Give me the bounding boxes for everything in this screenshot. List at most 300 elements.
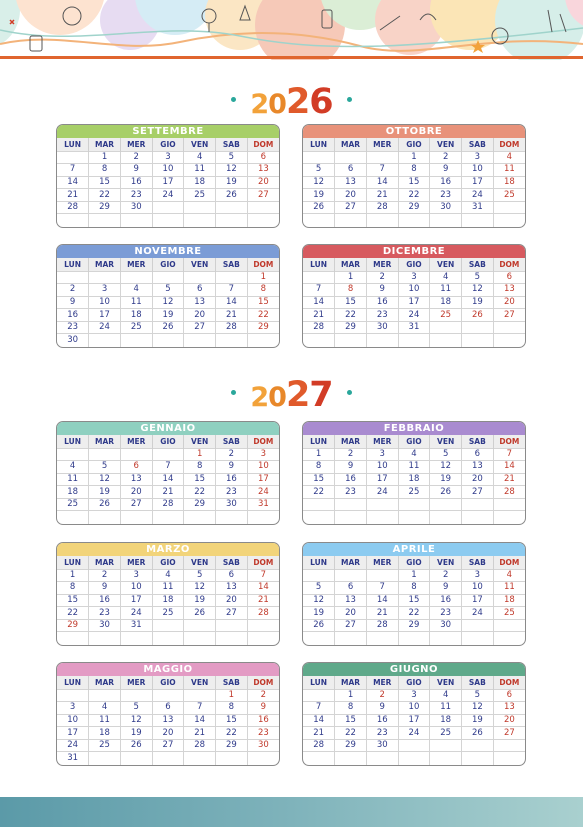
empty-cell <box>398 214 430 227</box>
weekday-header: MER <box>120 258 152 271</box>
day-cell: 6 <box>216 569 248 582</box>
day-cell: 18 <box>430 296 462 309</box>
day-cell: 22 <box>57 607 89 620</box>
weekday-header: LUN <box>57 676 89 689</box>
day-cell: 26 <box>89 498 121 511</box>
day-cell: 25 <box>493 607 525 620</box>
day-cell: 13 <box>120 473 152 486</box>
day-cell: 15 <box>89 176 121 189</box>
empty-cell <box>89 214 121 227</box>
weekday-header: SAB <box>216 556 248 569</box>
weekday-header: GIO <box>398 556 430 569</box>
weekday-header: DOM <box>493 138 525 151</box>
year-digit: 0 <box>268 89 286 120</box>
day-cell: 4 <box>120 284 152 297</box>
day-cell: 23 <box>216 486 248 499</box>
day-cell: 8 <box>89 164 121 177</box>
weekday-header: MER <box>120 556 152 569</box>
year-dot-left <box>231 97 236 102</box>
day-cell: 8 <box>216 702 248 715</box>
empty-cell <box>462 321 494 334</box>
day-cell: 29 <box>216 739 248 752</box>
day-cell: 14 <box>247 582 279 595</box>
day-cell: 14 <box>366 176 398 189</box>
day-cell: 9 <box>335 461 367 474</box>
weekday-header: MER <box>366 138 398 151</box>
day-cell: 9 <box>430 582 462 595</box>
day-cell: 24 <box>89 321 121 334</box>
day-cell: 4 <box>57 461 89 474</box>
day-cell: 18 <box>120 309 152 322</box>
weekday-header: DOM <box>247 435 279 448</box>
day-cell: 10 <box>398 284 430 297</box>
empty-cell <box>184 334 216 347</box>
empty-cell <box>120 448 152 461</box>
day-cell: 17 <box>366 473 398 486</box>
empty-cell <box>89 271 121 284</box>
weekday-header: MAR <box>335 138 367 151</box>
empty-cell <box>247 632 279 645</box>
day-cell: 21 <box>216 309 248 322</box>
month-title: MAGGIO <box>57 663 279 676</box>
day-cell: 27 <box>120 498 152 511</box>
empty-cell <box>303 498 335 511</box>
day-cell: 14 <box>216 296 248 309</box>
day-cell: 4 <box>152 569 184 582</box>
day-cell: 20 <box>462 473 494 486</box>
year-dot-left <box>231 390 236 395</box>
day-cell: 19 <box>152 309 184 322</box>
day-cell: 26 <box>303 201 335 214</box>
day-cell: 5 <box>462 271 494 284</box>
month-calendar-novembre <box>56 244 280 348</box>
empty-cell <box>462 334 494 347</box>
day-cell: 14 <box>303 714 335 727</box>
empty-cell <box>152 689 184 702</box>
empty-cell <box>57 151 89 164</box>
weekday-header: VEN <box>184 138 216 151</box>
weekday-header: VEN <box>430 138 462 151</box>
day-cell: 18 <box>152 594 184 607</box>
weekday-header: LUN <box>303 258 335 271</box>
empty-cell <box>303 632 335 645</box>
footer-band <box>0 797 583 827</box>
day-cell: 17 <box>152 176 184 189</box>
empty-cell <box>493 752 525 765</box>
empty-cell <box>57 689 89 702</box>
day-cell: 10 <box>89 296 121 309</box>
empty-cell <box>152 271 184 284</box>
month-title: SETTEMBRE <box>57 125 279 138</box>
day-cell: 2 <box>89 569 121 582</box>
day-cell: 20 <box>152 727 184 740</box>
day-cell: 5 <box>216 151 248 164</box>
weekday-header: SAB <box>462 258 494 271</box>
empty-cell <box>57 632 89 645</box>
day-cell: 3 <box>89 284 121 297</box>
day-cell: 11 <box>57 473 89 486</box>
week-row <box>57 702 279 715</box>
day-cell: 18 <box>430 714 462 727</box>
day-cell: 29 <box>247 321 279 334</box>
day-cell: 9 <box>216 461 248 474</box>
day-cell: 26 <box>462 727 494 740</box>
empty-cell <box>184 632 216 645</box>
day-cell: 24 <box>398 309 430 322</box>
empty-cell <box>398 752 430 765</box>
day-cell: 23 <box>120 189 152 202</box>
empty-cell <box>462 739 494 752</box>
weekday-header: MAR <box>335 258 367 271</box>
day-cell: 6 <box>493 689 525 702</box>
empty-cell <box>303 214 335 227</box>
day-cell: 10 <box>462 164 494 177</box>
day-cell: 5 <box>462 689 494 702</box>
empty-cell <box>57 511 89 524</box>
day-cell: 6 <box>462 448 494 461</box>
day-cell: 4 <box>398 448 430 461</box>
weekday-header: MAR <box>89 435 121 448</box>
weekday-header: VEN <box>184 258 216 271</box>
weekday-header: LUN <box>303 676 335 689</box>
empty-cell <box>303 511 335 524</box>
day-cell: 8 <box>398 582 430 595</box>
day-cell: 25 <box>152 607 184 620</box>
empty-cell <box>335 498 367 511</box>
day-cell: 27 <box>247 189 279 202</box>
day-cell: 26 <box>430 486 462 499</box>
day-cell: 11 <box>89 714 121 727</box>
day-cell: 6 <box>120 461 152 474</box>
day-cell: 11 <box>398 461 430 474</box>
empty-cell <box>493 201 525 214</box>
day-cell: 31 <box>398 321 430 334</box>
day-cell: 19 <box>184 594 216 607</box>
day-cell: 29 <box>398 619 430 632</box>
day-cell: 29 <box>398 201 430 214</box>
day-cell: 4 <box>493 151 525 164</box>
empty-cell <box>184 214 216 227</box>
empty-cell <box>152 334 184 347</box>
month-calendar-ottobre <box>302 124 526 228</box>
day-cell: 3 <box>398 271 430 284</box>
empty-cell <box>216 201 248 214</box>
day-cell: 22 <box>335 309 367 322</box>
day-cell: 5 <box>303 582 335 595</box>
day-cell: 26 <box>120 739 152 752</box>
day-cell: 6 <box>335 164 367 177</box>
month-table <box>57 676 279 765</box>
empty-cell <box>335 752 367 765</box>
day-cell: 3 <box>152 151 184 164</box>
weekday-header: GIO <box>398 258 430 271</box>
empty-cell <box>184 271 216 284</box>
day-cell: 25 <box>89 739 121 752</box>
day-cell: 28 <box>184 739 216 752</box>
day-cell: 16 <box>120 176 152 189</box>
week-row <box>57 164 279 177</box>
day-cell: 5 <box>430 448 462 461</box>
day-cell: 13 <box>335 176 367 189</box>
day-cell: 27 <box>216 607 248 620</box>
day-cell: 30 <box>430 619 462 632</box>
day-cell: 20 <box>335 607 367 620</box>
week-row <box>57 334 279 347</box>
empty-cell <box>493 632 525 645</box>
empty-cell <box>398 632 430 645</box>
weekday-header: MER <box>366 676 398 689</box>
empty-cell <box>247 619 279 632</box>
week-row <box>303 739 525 752</box>
empty-cell <box>152 752 184 765</box>
day-cell: 15 <box>184 473 216 486</box>
weekday-header: MAR <box>89 138 121 151</box>
empty-cell <box>430 321 462 334</box>
day-cell: 24 <box>120 607 152 620</box>
weekday-header: VEN <box>184 435 216 448</box>
day-cell: 22 <box>303 486 335 499</box>
month-table <box>303 556 525 645</box>
day-cell: 18 <box>493 594 525 607</box>
year-heading-2026 <box>0 82 583 122</box>
empty-cell <box>216 214 248 227</box>
week-row <box>303 702 525 715</box>
weekday-header: SAB <box>216 435 248 448</box>
empty-cell <box>493 321 525 334</box>
day-cell: 4 <box>493 569 525 582</box>
empty-cell <box>303 271 335 284</box>
empty-cell <box>430 739 462 752</box>
day-cell: 18 <box>398 473 430 486</box>
day-cell: 16 <box>247 714 279 727</box>
weekday-header: GIO <box>152 138 184 151</box>
day-cell: 4 <box>184 151 216 164</box>
day-cell: 1 <box>216 689 248 702</box>
week-row <box>57 739 279 752</box>
day-cell: 29 <box>184 498 216 511</box>
week-row <box>57 284 279 297</box>
day-cell: 23 <box>89 607 121 620</box>
day-cell: 6 <box>493 271 525 284</box>
day-cell: 12 <box>430 461 462 474</box>
day-cell: 2 <box>216 448 248 461</box>
day-cell: 28 <box>152 498 184 511</box>
day-cell: 24 <box>398 727 430 740</box>
day-cell: 1 <box>335 689 367 702</box>
day-cell: 15 <box>398 594 430 607</box>
weekday-header: LUN <box>57 556 89 569</box>
day-cell: 21 <box>303 727 335 740</box>
week-row <box>57 189 279 202</box>
week-row <box>303 632 525 645</box>
empty-cell <box>247 752 279 765</box>
empty-cell <box>247 511 279 524</box>
day-cell: 28 <box>303 321 335 334</box>
empty-cell <box>89 632 121 645</box>
week-row <box>57 582 279 595</box>
day-cell: 24 <box>247 486 279 499</box>
empty-cell <box>184 511 216 524</box>
day-cell: 22 <box>398 607 430 620</box>
day-cell: 15 <box>247 296 279 309</box>
empty-cell <box>89 752 121 765</box>
day-cell: 22 <box>335 727 367 740</box>
week-row <box>303 582 525 595</box>
day-cell: 30 <box>89 619 121 632</box>
weekday-header: SAB <box>462 556 494 569</box>
week-row <box>303 511 525 524</box>
empty-cell <box>120 214 152 227</box>
day-cell: 14 <box>57 176 89 189</box>
day-cell: 3 <box>366 448 398 461</box>
day-cell: 23 <box>335 486 367 499</box>
day-cell: 1 <box>398 151 430 164</box>
weekday-header: SAB <box>462 435 494 448</box>
empty-cell <box>430 752 462 765</box>
empty-cell <box>216 334 248 347</box>
day-cell: 4 <box>430 271 462 284</box>
month-calendar-settembre <box>56 124 280 228</box>
week-row <box>303 486 525 499</box>
day-cell: 13 <box>462 461 494 474</box>
empty-cell <box>366 569 398 582</box>
day-cell: 16 <box>57 309 89 322</box>
day-cell: 11 <box>430 284 462 297</box>
week-row <box>303 619 525 632</box>
day-cell: 31 <box>247 498 279 511</box>
day-cell: 1 <box>303 448 335 461</box>
day-cell: 22 <box>247 309 279 322</box>
day-cell: 12 <box>120 714 152 727</box>
day-cell: 19 <box>216 176 248 189</box>
day-cell: 16 <box>366 296 398 309</box>
empty-cell <box>152 214 184 227</box>
day-cell: 3 <box>57 702 89 715</box>
day-cell: 20 <box>120 486 152 499</box>
day-cell: 6 <box>247 151 279 164</box>
year-heading-2027 <box>0 375 583 415</box>
week-row <box>57 752 279 765</box>
day-cell: 2 <box>366 271 398 284</box>
empty-cell <box>430 511 462 524</box>
weekday-header: MAR <box>335 556 367 569</box>
empty-cell <box>398 498 430 511</box>
day-cell: 21 <box>366 607 398 620</box>
month-title: DICEMBRE <box>303 245 525 258</box>
weekday-header: LUN <box>57 138 89 151</box>
day-cell: 2 <box>120 151 152 164</box>
week-row <box>57 448 279 461</box>
day-cell: 23 <box>430 607 462 620</box>
day-cell: 5 <box>89 461 121 474</box>
week-row <box>57 632 279 645</box>
day-cell: 21 <box>303 309 335 322</box>
day-cell: 7 <box>493 448 525 461</box>
empty-cell <box>247 201 279 214</box>
day-cell: 19 <box>430 473 462 486</box>
day-cell: 8 <box>57 582 89 595</box>
empty-cell <box>216 752 248 765</box>
day-cell: 25 <box>398 486 430 499</box>
day-cell: 22 <box>184 486 216 499</box>
year-digit: 2 <box>250 382 269 413</box>
empty-cell <box>493 498 525 511</box>
weekday-header: SAB <box>216 258 248 271</box>
week-row <box>303 473 525 486</box>
week-row <box>303 201 525 214</box>
day-cell: 1 <box>335 271 367 284</box>
day-cell: 13 <box>152 714 184 727</box>
week-row <box>303 334 525 347</box>
week-row <box>57 607 279 620</box>
year-digit: 2 <box>285 375 310 415</box>
day-cell: 12 <box>462 284 494 297</box>
day-cell: 9 <box>57 296 89 309</box>
day-cell: 29 <box>335 739 367 752</box>
day-cell: 11 <box>152 582 184 595</box>
day-cell: 30 <box>57 334 89 347</box>
day-cell: 7 <box>303 284 335 297</box>
banner-divider <box>0 56 583 59</box>
empty-cell <box>430 498 462 511</box>
weekday-header: MAR <box>89 676 121 689</box>
day-cell: 29 <box>89 201 121 214</box>
day-cell: 9 <box>366 702 398 715</box>
day-cell: 26 <box>184 607 216 620</box>
week-row <box>57 689 279 702</box>
weekday-header: VEN <box>430 556 462 569</box>
empty-cell <box>57 214 89 227</box>
day-cell: 12 <box>152 296 184 309</box>
weekday-header: SAB <box>216 676 248 689</box>
day-cell: 10 <box>462 582 494 595</box>
empty-cell <box>120 752 152 765</box>
empty-cell <box>89 511 121 524</box>
month-title: OTTOBRE <box>303 125 525 138</box>
day-cell: 24 <box>462 189 494 202</box>
day-cell: 20 <box>493 296 525 309</box>
day-cell: 16 <box>216 473 248 486</box>
week-row <box>303 189 525 202</box>
weekday-header: DOM <box>247 138 279 151</box>
weekday-header: VEN <box>184 556 216 569</box>
week-row <box>57 271 279 284</box>
month-title: GENNAIO <box>57 422 279 435</box>
day-cell: 25 <box>120 321 152 334</box>
day-cell: 12 <box>462 702 494 715</box>
week-row <box>57 214 279 227</box>
empty-cell <box>57 271 89 284</box>
empty-cell <box>462 752 494 765</box>
empty-cell <box>120 334 152 347</box>
month-table <box>303 258 525 347</box>
day-cell: 7 <box>184 702 216 715</box>
empty-cell <box>493 619 525 632</box>
empty-cell <box>366 334 398 347</box>
weekday-header: MAR <box>89 258 121 271</box>
day-cell: 15 <box>57 594 89 607</box>
week-row <box>303 498 525 511</box>
weekday-header: VEN <box>430 258 462 271</box>
week-row <box>57 511 279 524</box>
day-cell: 24 <box>57 739 89 752</box>
day-cell: 23 <box>247 727 279 740</box>
day-cell: 9 <box>89 582 121 595</box>
weekday-header: MER <box>366 258 398 271</box>
week-row <box>303 448 525 461</box>
month-table <box>57 556 279 645</box>
empty-cell <box>398 511 430 524</box>
